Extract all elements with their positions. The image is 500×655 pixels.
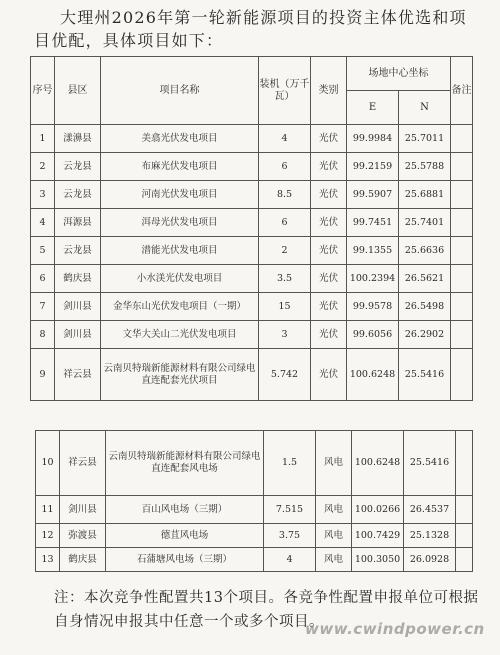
- table-row: [31, 349, 473, 401]
- table-body-part1: [31, 125, 473, 401]
- cell-seq: 2: [31, 153, 55, 181]
- cell-seq: 7: [31, 293, 55, 321]
- cell-e: 99.9578: [347, 293, 399, 321]
- cell-remark: [456, 548, 473, 572]
- cell-e: 99.9984: [347, 125, 399, 153]
- cell-capacity: 4: [264, 548, 316, 572]
- cell-e: 100.0266: [352, 496, 404, 524]
- cell-remark: [451, 293, 473, 321]
- cell-type: 风电: [316, 496, 352, 524]
- cell-name: 美翕光伏发电项目: [101, 125, 259, 153]
- cell-seq: 11: [36, 496, 60, 524]
- intro-paragraph: [34, 6, 479, 52]
- cell-remark: [451, 181, 473, 209]
- cell-remark: [451, 237, 473, 265]
- cell-n: 26.5621: [399, 265, 451, 293]
- cell-remark: [451, 125, 473, 153]
- cell-type: 光伏: [311, 209, 347, 237]
- cell-e: 99.1355: [347, 237, 399, 265]
- cell-remark: [451, 349, 473, 401]
- cell-seq: 10: [36, 431, 60, 496]
- cell-county: 祥云县: [60, 431, 106, 496]
- cell-e: 99.2159: [347, 153, 399, 181]
- cell-e: 100.7429: [352, 524, 404, 548]
- project-table-part1: [30, 56, 473, 401]
- table-row: [36, 524, 473, 548]
- cell-capacity: 4: [259, 125, 311, 153]
- table-row: [31, 265, 473, 293]
- cell-capacity: 3.75: [264, 524, 316, 548]
- table-row: [31, 293, 473, 321]
- cell-n: 26.4537: [404, 496, 456, 524]
- cell-name: 文华大关山二光伏发电项目: [101, 321, 259, 349]
- cell-county: 云龙县: [55, 237, 101, 265]
- cell-e: 99.7451: [347, 209, 399, 237]
- header-type: 类别: [311, 57, 347, 125]
- cell-n: 26.0928: [404, 548, 456, 572]
- cell-county: 弥渡县: [60, 524, 106, 548]
- cell-type: 风电: [316, 548, 352, 572]
- cell-capacity: 1.5: [264, 431, 316, 496]
- cell-county: 鹤庆县: [60, 548, 106, 572]
- cell-capacity: 15: [259, 293, 311, 321]
- header-name: 项目名称: [101, 57, 259, 125]
- cell-seq: 13: [36, 548, 60, 572]
- cell-n: 25.7011: [399, 125, 451, 153]
- cell-name: 小水渼光伏发电项目: [101, 265, 259, 293]
- table-body-part2: [36, 431, 473, 572]
- cell-capacity: 8.5: [259, 181, 311, 209]
- table-row: [36, 431, 473, 496]
- cell-type: 光伏: [311, 293, 347, 321]
- project-table-part2: [35, 430, 473, 572]
- cell-capacity: 6: [259, 209, 311, 237]
- cell-e: 100.2394: [347, 265, 399, 293]
- cell-remark: [451, 321, 473, 349]
- cell-e: 99.5907: [347, 181, 399, 209]
- cell-type: 光伏: [311, 237, 347, 265]
- cell-seq: 8: [31, 321, 55, 349]
- cell-capacity: 7.515: [264, 496, 316, 524]
- cell-county: 漾濞县: [55, 125, 101, 153]
- cell-name: 德苴风电场: [106, 524, 264, 548]
- cell-n: 25.6881: [399, 181, 451, 209]
- cell-remark: [451, 153, 473, 181]
- cell-remark: [456, 496, 473, 524]
- cell-n: 25.1328: [404, 524, 456, 548]
- cell-seq: 6: [31, 265, 55, 293]
- cell-capacity: 2: [259, 237, 311, 265]
- cell-n: 25.5788: [399, 153, 451, 181]
- cell-type: 风电: [316, 431, 352, 496]
- cell-name: 百山风电场（三期）: [106, 496, 264, 524]
- header-county: 县区: [55, 57, 101, 125]
- cell-e: 100.6248: [352, 431, 404, 496]
- table-row: [31, 209, 473, 237]
- cell-capacity: 5.742: [259, 349, 311, 401]
- cell-capacity: 6: [259, 153, 311, 181]
- cell-n: 25.5416: [399, 349, 451, 401]
- cell-name: 石蒲塘风电场（三期）: [106, 548, 264, 572]
- note-text: 注：本次竞争性配置共13个项目。各竞争性配置申报单位可根据自身情况申报其中任意一个或多个项目。: [54, 590, 479, 630]
- cell-type: 光伏: [311, 125, 347, 153]
- header-coords: 场地中心坐标: [347, 57, 451, 91]
- table-row: [31, 321, 473, 349]
- cell-name: 潽能光伏发电项目: [101, 237, 259, 265]
- cell-type: 风电: [316, 524, 352, 548]
- cell-capacity: 3: [259, 321, 311, 349]
- cell-remark: [456, 524, 473, 548]
- cell-type: 光伏: [311, 265, 347, 293]
- cell-e: 100.6248: [347, 349, 399, 401]
- cell-remark: [456, 431, 473, 496]
- cell-county: 云龙县: [55, 153, 101, 181]
- header-capacity: 装机（万千瓦）: [259, 57, 311, 125]
- cell-county: 祥云县: [55, 349, 101, 401]
- cell-e: 100.3050: [352, 548, 404, 572]
- header-e: E: [347, 91, 399, 125]
- cell-seq: 3: [31, 181, 55, 209]
- cell-name: 河南光伏发电项目: [101, 181, 259, 209]
- cell-name: 布麻光伏发电项目: [101, 153, 259, 181]
- cell-type: 光伏: [311, 153, 347, 181]
- cell-seq: 5: [31, 237, 55, 265]
- cell-n: 25.6636: [399, 237, 451, 265]
- cell-county: 剑川县: [55, 293, 101, 321]
- cell-county: 鹤庆县: [55, 265, 101, 293]
- cell-n: 25.5416: [404, 431, 456, 496]
- table-row: [31, 125, 473, 153]
- cell-county: 剑川县: [55, 321, 101, 349]
- cell-capacity: 3.5: [259, 265, 311, 293]
- cell-n: 26.2902: [399, 321, 451, 349]
- header-remark: 备注: [451, 57, 473, 125]
- table-row: [31, 153, 473, 181]
- table-row: [31, 181, 473, 209]
- cell-type: 光伏: [311, 349, 347, 401]
- cell-seq: 12: [36, 524, 60, 548]
- cell-county: 剑川县: [60, 496, 106, 524]
- cell-remark: [451, 265, 473, 293]
- cell-n: 25.7401: [399, 209, 451, 237]
- cell-name: 金华东山光伏发电项目（一期）: [101, 293, 259, 321]
- table-row: [36, 496, 473, 524]
- cell-type: 光伏: [311, 181, 347, 209]
- header-seq: 序号: [31, 57, 55, 125]
- cell-name: 云南贝特瑞新能源材料有限公司绿电直连配套风电场: [106, 431, 264, 496]
- cell-county: 洱源县: [55, 209, 101, 237]
- cell-name: 洱母光伏发电项目: [101, 209, 259, 237]
- cell-seq: 9: [31, 349, 55, 401]
- cell-seq: 4: [31, 209, 55, 237]
- watermark: www.cwindpower.cn: [305, 620, 485, 638]
- header-n: N: [399, 91, 451, 125]
- cell-type: 光伏: [311, 321, 347, 349]
- cell-name: 云南贝特瑞新能源材料有限公司绿电直连配套光伏项目: [101, 349, 259, 401]
- cell-seq: 1: [31, 125, 55, 153]
- cell-e: 99.6056: [347, 321, 399, 349]
- table-row: [31, 237, 473, 265]
- cell-n: 26.5498: [399, 293, 451, 321]
- intro-text: 大理州2026年第一轮新能源项目的投资主体优选和项目优配，具体项目如下：: [34, 8, 467, 50]
- cell-county: 云龙县: [55, 181, 101, 209]
- table-row: [36, 548, 473, 572]
- cell-remark: [451, 209, 473, 237]
